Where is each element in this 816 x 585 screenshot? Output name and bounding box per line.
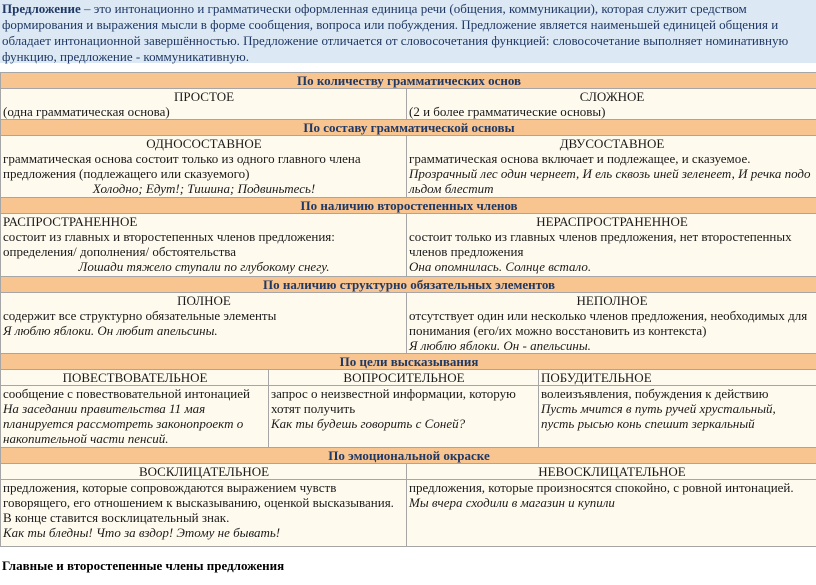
type-title: РАСПРОСТРАНЕННОЕ bbox=[3, 214, 138, 229]
type-example: Холодно; Едут!; Тишина; Подвиньтесь! bbox=[92, 181, 316, 196]
type-description: предложения, которые произносятся спокойно, с ровной интонацией. bbox=[409, 480, 794, 495]
section-header-row bbox=[1, 354, 816, 370]
type-example: Я люблю яблоки. Он любит апельсины. bbox=[3, 323, 218, 338]
type-title: НЕПОЛНОЕ bbox=[576, 293, 648, 308]
type-example: Мы вчера сходили в магазин и купили bbox=[409, 495, 615, 510]
type-example: Как ты будешь говорить с Соней? bbox=[271, 416, 466, 431]
section-header-required-elements: По наличию структурно обязательных элементов bbox=[1, 277, 816, 293]
type-title: ПОЛНОЕ bbox=[177, 293, 231, 308]
type-example: Пусть мчится в путь ручей хрустальный, пусть рысью конь спешит зеркальный bbox=[541, 401, 776, 431]
simple-sentence-cell bbox=[1, 89, 407, 120]
section-header-row bbox=[1, 120, 816, 136]
extended-sentence-cell bbox=[1, 214, 407, 277]
type-description: предложения, которые сопровождаются выражением чувств говорящего, его отношением к высказыванию, оценкой высказывания. В конце ставится восклицательный знак. bbox=[3, 480, 394, 525]
imperative-title: ПОБУДИТЕЛЬНОЕ bbox=[539, 370, 816, 386]
type-description: грамматическая основа состоит только из одного главного члена предложения (подлежащего или сказуемого) bbox=[3, 151, 361, 181]
table-row bbox=[1, 293, 816, 354]
type-title: ДВУСОСТАВНОЕ bbox=[559, 136, 665, 151]
intro-term: Предложение bbox=[2, 1, 81, 16]
unextended-sentence-cell bbox=[407, 214, 816, 277]
non-exclamatory-title: НЕВОСКЛИЦАТЕЛЬНОЕ bbox=[407, 464, 816, 480]
type-example: Как ты бледны! Что за вздор! Этому не бывать! bbox=[3, 525, 281, 540]
type-description: состоит только из главных членов предложения, нет второстепенных членов предложения bbox=[409, 229, 792, 259]
type-description: (одна грамматическая основа) bbox=[3, 104, 170, 119]
type-example: Лошади тяжело ступали по глубокому снегу. bbox=[78, 259, 330, 274]
table-row bbox=[1, 480, 816, 547]
table-row bbox=[1, 386, 816, 448]
type-description: волеизъявления, побуждения к действию bbox=[541, 386, 769, 401]
type-title: ОДНОСОСТАВНОЕ bbox=[146, 136, 262, 151]
section-header-emotional-coloring: По эмоциональной окраске bbox=[1, 448, 816, 464]
type-example: На заседании правительства 11 мая планируется рассмотреть законопроект о накопительной части пенсий. bbox=[3, 401, 244, 446]
type-title: НЕРАСПРОСТРАНЕННОЕ bbox=[536, 214, 688, 229]
section-header-grammatical-bases: По количеству грамматических основ bbox=[1, 73, 816, 89]
complex-sentence-cell bbox=[407, 89, 816, 120]
type-description: грамматическая основа включает и подлежащее, и сказуемое. bbox=[409, 151, 751, 166]
table-row bbox=[1, 136, 816, 198]
table-row bbox=[1, 214, 816, 277]
table-row bbox=[1, 370, 816, 386]
type-title: СЛОЖНОЕ bbox=[579, 89, 645, 104]
intro-definition bbox=[0, 0, 816, 63]
type-description: отсутствует один или несколько членов предложения, необходимых для понимания (его/их можно восстановить из контекста) bbox=[409, 308, 808, 338]
section-header-base-composition: По составу грамматической основы bbox=[1, 120, 816, 136]
type-title: ПРОСТОЕ bbox=[173, 89, 235, 104]
type-description: (2 и более грамматические основы) bbox=[409, 104, 606, 119]
type-example: Она опомнилась. Солнце встало. bbox=[409, 259, 592, 274]
type-description: запрос о неизвестной информации, которую хотят получить bbox=[271, 386, 516, 416]
sentence-types-table bbox=[0, 72, 816, 547]
section-header-row bbox=[1, 73, 816, 89]
complete-sentence-cell bbox=[1, 293, 407, 354]
interrogative-title: ВОПРОСИТЕЛЬНОЕ bbox=[269, 370, 539, 386]
interrogative-sentence-cell bbox=[269, 386, 539, 448]
exclamatory-title: ВОСКЛИЦАТЕЛЬНОЕ bbox=[1, 464, 407, 480]
section-header-purpose: По цели высказывания bbox=[1, 354, 816, 370]
exclamatory-sentence-cell bbox=[1, 480, 407, 547]
table-row bbox=[1, 89, 816, 120]
non-exclamatory-sentence-cell bbox=[407, 480, 816, 547]
type-description: состоит из главных и второстепенных членов предложения: определения/ дополнения/ обстоятельства bbox=[3, 229, 335, 259]
type-example: Прозрачный лес один чернеет, И ель сквозь иней зеленеет, И речка подо льдом блестит bbox=[409, 166, 811, 196]
incomplete-sentence-cell bbox=[407, 293, 816, 354]
declarative-title: ПОВЕСТВОВАТЕЛЬНОЕ bbox=[1, 370, 269, 386]
section-header-row bbox=[1, 277, 816, 293]
intro-text: – это интонационно и грамматически оформленная единица речи (общения, коммуникации), которая служит средством формирования и выражения мысли в форме сообщения, вопроса или побуждения. Предложение является наименьшей единицей общения и обладает интонационной завершённостью. Предложение отличается от словосочетания функцией: словосочетание выполняет номинативную функцию, предложение - коммуникативную. bbox=[2, 1, 789, 64]
section-header-secondary-members: По наличию второстепенных членов bbox=[1, 198, 816, 214]
next-section-heading: Главные и второстепенные члены предложения bbox=[2, 558, 285, 573]
declarative-sentence-cell bbox=[1, 386, 269, 448]
imperative-sentence-cell bbox=[539, 386, 816, 448]
type-description: сообщение с повествовательной интонацией bbox=[3, 386, 250, 401]
two-part-sentence-cell bbox=[407, 136, 816, 198]
section-header-row bbox=[1, 448, 816, 464]
type-example: Я люблю яблоки. Он - апельсины. bbox=[409, 338, 591, 353]
type-description: содержит все структурно обязательные элементы bbox=[3, 308, 277, 323]
section-header-row bbox=[1, 198, 816, 214]
table-row bbox=[1, 464, 816, 480]
one-part-sentence-cell bbox=[1, 136, 407, 198]
